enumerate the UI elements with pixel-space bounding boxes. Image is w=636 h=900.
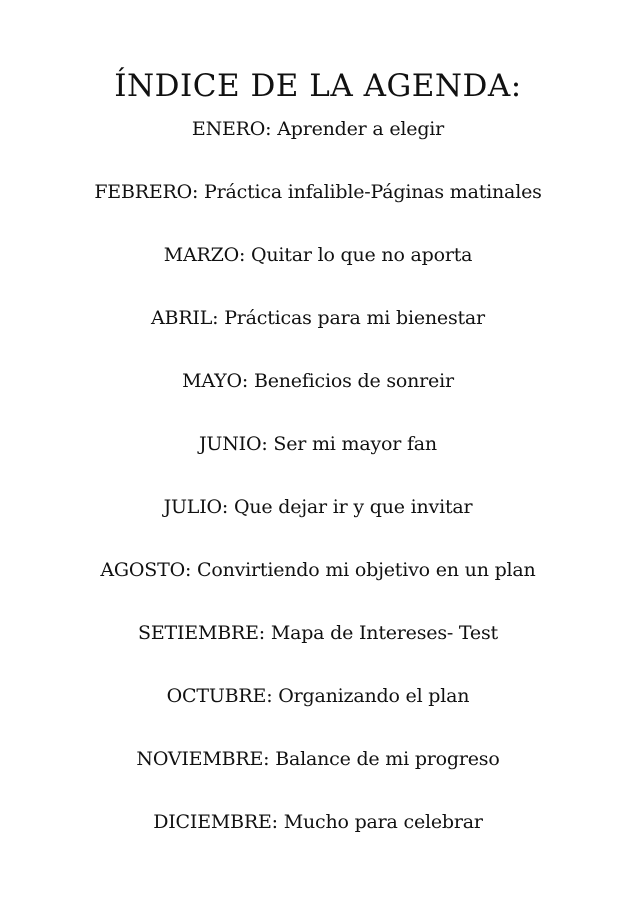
entry-month: OCTUBRE: [166, 685, 273, 707]
entry-topic: Quitar lo que no aporta [251, 244, 473, 266]
index-entry-julio [0, 494, 636, 520]
entry-topic: Que dejar ir y que invitar [233, 496, 473, 518]
index-entry-enero [0, 116, 636, 142]
entry-month: FEBRERO: [94, 181, 199, 203]
entry-month: ENERO: [191, 118, 272, 140]
entry-topic: Mapa de Intereses- Test [270, 622, 498, 644]
index-entry-febrero [0, 179, 636, 205]
entry-month: MAYO: [182, 370, 249, 392]
index-entry-noviembre [0, 746, 636, 772]
entry-month: JULIO: [163, 496, 229, 518]
entry-topic: Organizando el plan [278, 685, 470, 707]
index-entry-setiembre [0, 620, 636, 646]
entry-topic: Prácticas para mi bienestar [224, 307, 485, 329]
index-entry-junio [0, 431, 636, 457]
entry-month: JUNIO: [199, 433, 268, 455]
entry-month: DICIEMBRE: [153, 811, 278, 833]
entry-month: AGOSTO: [100, 559, 192, 581]
entry-month: MARZO: [163, 244, 246, 266]
entry-topic: Convirtiendo mi objetivo en un plan [197, 559, 536, 581]
index-entry-diciembre [0, 809, 636, 835]
entry-month: NOVIEMBRE: [136, 748, 270, 770]
entry-topic: Práctica infalible-Páginas matinales [204, 181, 542, 203]
entry-month: SETIEMBRE: [138, 622, 265, 644]
index-entry-abril [0, 305, 636, 331]
index-entry-marzo [0, 242, 636, 268]
index-entry-mayo [0, 368, 636, 394]
entry-topic: Mucho para celebrar [283, 811, 483, 833]
entry-topic: Beneficios de sonreir [253, 370, 454, 392]
entry-month: ABRIL: [151, 307, 219, 329]
entry-topic: Balance de mi progreso [275, 748, 500, 770]
index-entry-octubre [0, 683, 636, 709]
entry-topic: Ser mi mayor fan [273, 433, 437, 455]
entry-topic: Aprender a elegir [277, 118, 445, 140]
page-title: ÍNDICE DE LA AGENDA: [114, 68, 522, 104]
index-entry-agosto [0, 557, 636, 583]
